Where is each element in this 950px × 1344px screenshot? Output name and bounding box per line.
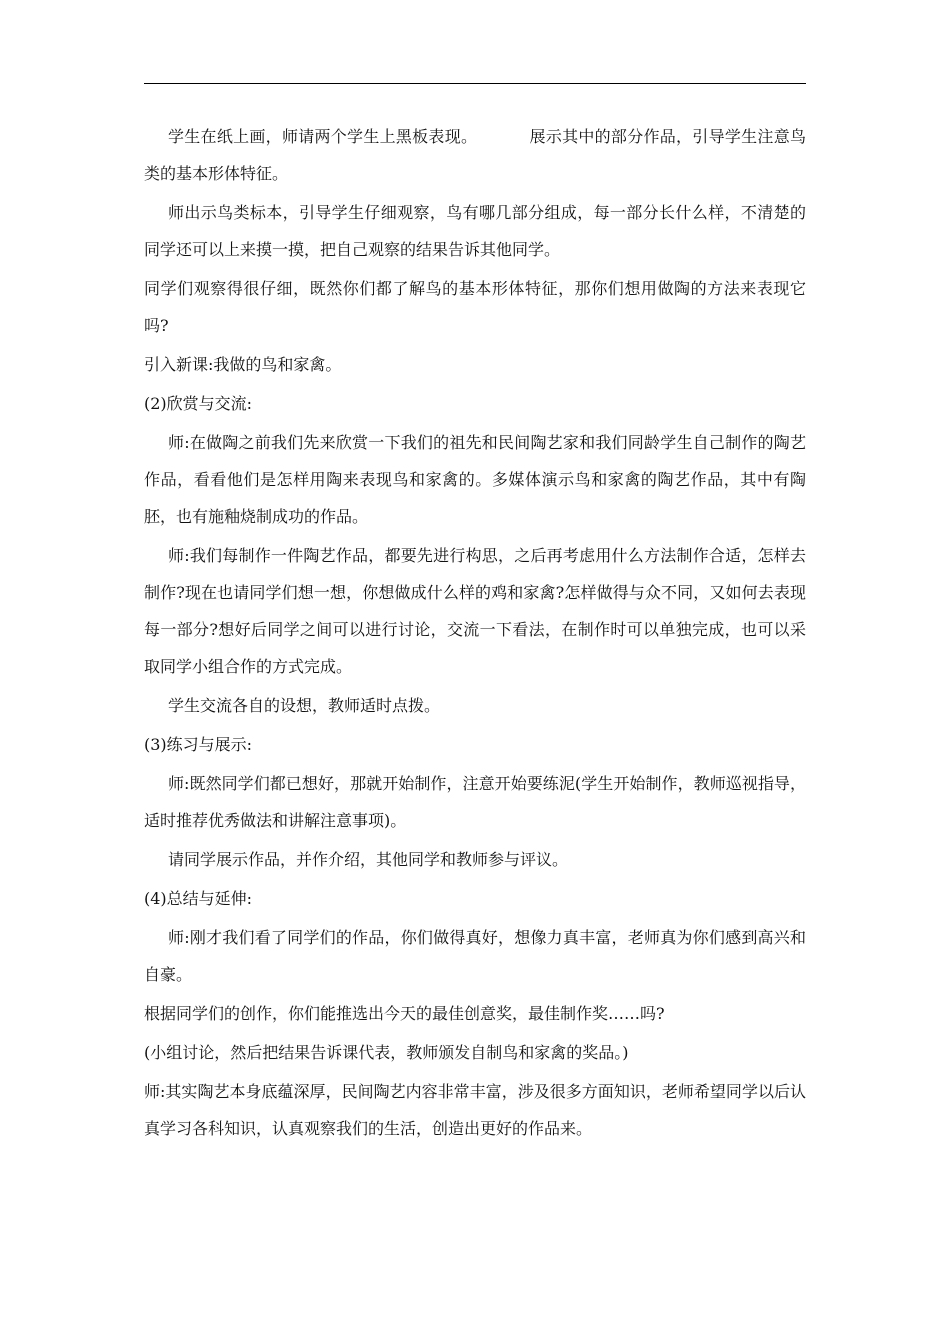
paragraph-part: 学生在纸上画，师请两个学生上黑板表现。 [168, 127, 478, 146]
paragraph: 学生交流各自的设想，教师适时点拨。 [168, 696, 441, 715]
paragraph-part: 展示其中的部分作品，引导学生注意鸟类的基本形体特征。 [144, 127, 806, 183]
paragraph: 引入新课:我做的鸟和家禽。 [144, 355, 342, 374]
paragraph: 师:在做陶之前我们先来欣赏一下我们的祖先和民间陶艺家和我们同龄学生自己制作的陶艺作品，看看他们是怎样用陶来表现鸟和家禽的。多媒体演示鸟和家禽的陶艺作品，其中有陶胚，也有施釉烧制成功的作品。 [144, 433, 806, 526]
section-heading: (2)欣赏与交流: [144, 394, 253, 413]
section-heading: (4)总结与延伸: [144, 889, 253, 908]
paragraph: 师:刚才我们看了同学们的作品，你们做得真好，想像力真丰富，老师真为你们感到高兴和自豪。 [144, 928, 806, 984]
paragraph [144, 118, 806, 192]
paragraph: 根据同学们的创作，你们能推选出今天的最佳创意奖，最佳制作奖……吗? [144, 1004, 665, 1023]
paragraph: 师:我们每制作一件陶艺作品，都要先进行构思，之后再考虑用什么方法制作合适，怎样去制作?现在也请同学们想一想，你想做成什么样的鸡和家禽?怎样做得与众不同，又如何去表现每一部分?想好后同学之间可以进行讨论，交流一下看法，在制作时可以单独完成，也可以采取同学小组合作的方式完成。 [144, 546, 806, 676]
paragraph: 请同学展示作品，并作介绍，其他同学和教师参与评议。 [168, 850, 569, 869]
paragraph: 师:既然同学们都已想好，那就开始制作，注意开始要练泥(学生开始制作，教师巡视指导，适时推荐优秀做法和讲解注意事项)。 [144, 774, 806, 830]
document-body [144, 118, 806, 1149]
section-heading: (3)练习与展示: [144, 735, 253, 754]
paragraph: 师:其实陶艺本身底蕴深厚，民间陶艺内容非常丰富，涉及很多方面知识，老师希望同学以后认真学习各科知识，认真观察我们的生活，创造出更好的作品来。 [144, 1082, 806, 1138]
paragraph: 同学们观察得很仔细，既然你们都了解鸟的基本形体特征，那你们想用做陶的方法来表现它吗? [144, 279, 806, 335]
paragraph: 师出示鸟类标本，引导学生仔细观察，鸟有哪几部分组成，每一部分长什么样，不清楚的同学还可以上来摸一摸，把自己观察的结果告诉其他同学。 [144, 203, 806, 259]
header-rule [144, 83, 806, 84]
paragraph: (小组讨论，然后把结果告诉课代表，教师颁发自制鸟和家禽的奖品。) [144, 1043, 629, 1062]
